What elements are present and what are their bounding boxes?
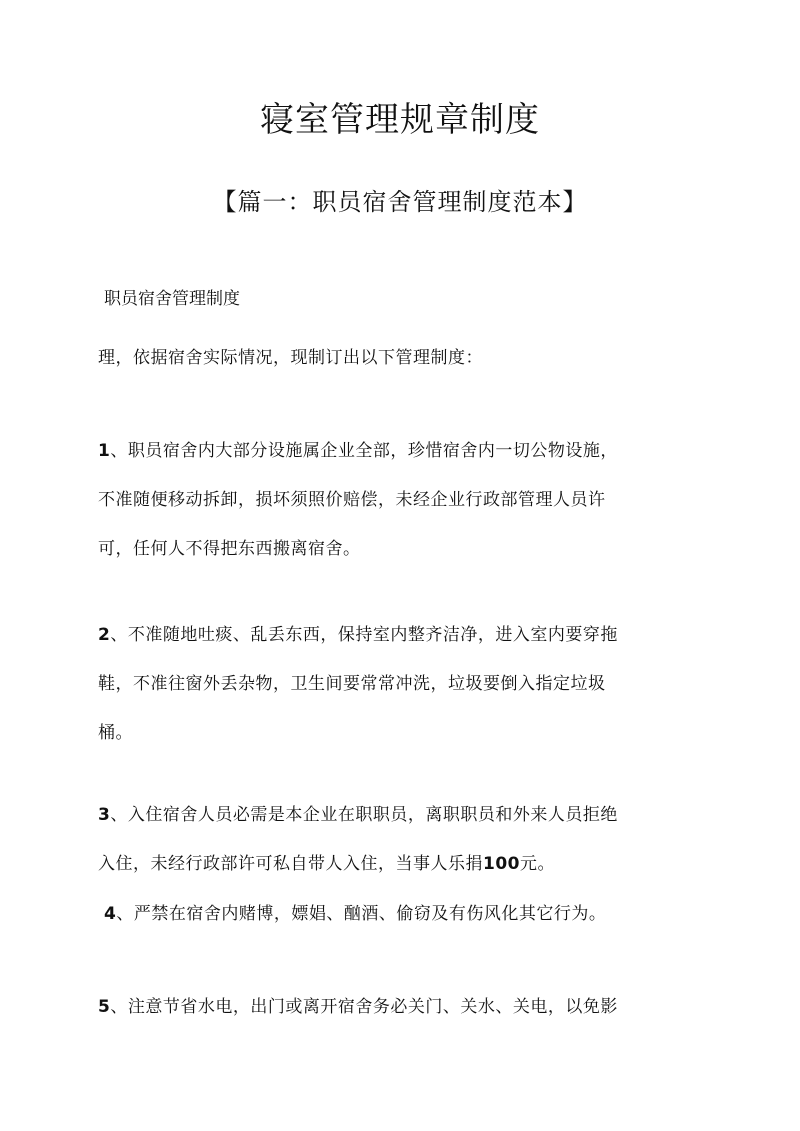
rule-item-4 bbox=[104, 890, 714, 939]
document-subtitle: 【篇一：职员宿舍管理制度范本】 bbox=[212, 188, 588, 216]
rule-4-number: 4 bbox=[104, 904, 117, 924]
rule-3-amount: 100 bbox=[483, 854, 520, 874]
section-heading: 职员宿舍管理制度 bbox=[104, 289, 240, 309]
rule-4-line-1 bbox=[104, 890, 714, 939]
rule-item-1 bbox=[98, 427, 708, 574]
rule-item-2 bbox=[98, 611, 708, 758]
rule-1-number: 1 bbox=[98, 441, 111, 461]
rule-3-text-2: 入住，未经行政部许可私自带人入住，当事人乐捐 bbox=[98, 854, 483, 874]
rule-1-line-1 bbox=[98, 427, 708, 476]
rule-5-number: 5 bbox=[98, 997, 111, 1017]
rule-item-5 bbox=[98, 983, 708, 1032]
rule-2-line-2: 鞋，不准往窗外丢杂物，卫生间要常常冲洗，垃圾要倒入指定垃圾 bbox=[98, 674, 606, 694]
rule-5-text-1: 、注意节省水电，出门或离开宿舍务必关门、关水、关电，以免影 bbox=[110, 997, 618, 1017]
rule-1-line-3: 可，任何人不得把东西搬离宿舍。 bbox=[98, 539, 361, 559]
rule-item-3 bbox=[98, 791, 708, 889]
rule-1-line-2: 不准随便移动拆卸，损坏须照价赔偿，未经企业行政部管理人员许 bbox=[98, 490, 606, 510]
rule-3-line-1 bbox=[98, 791, 708, 840]
intro-line: 理，依据宿舍实际情况，现制订出以下管理制度： bbox=[98, 348, 483, 368]
rule-3-text-3: 元。 bbox=[520, 854, 555, 874]
rule-3-text-1: 、入住宿舍人员必需是本企业在职职员，离职职员和外来人员拒绝 bbox=[110, 805, 618, 825]
rule-3-line-2 bbox=[98, 840, 708, 889]
rule-1-text-1: 、职员宿舍内大部分设施属企业全部，珍惜宿舍内一切公物设施， bbox=[110, 441, 618, 461]
document-title: 寝室管理规章制度 bbox=[260, 100, 540, 140]
intro-paragraph bbox=[98, 334, 708, 383]
rule-2-text-1: 、不准随地吐痰、乱丢东西，保持室内整齐洁净，进入室内要穿拖 bbox=[110, 625, 618, 645]
rule-4-text-1: 、严禁在宿舍内赌博，嫖娼、酗酒、偷窃及有伤风化其它行为。 bbox=[116, 904, 607, 924]
rule-2-line-1 bbox=[98, 611, 708, 660]
rule-2-line-3: 桶。 bbox=[98, 723, 133, 743]
rule-5-line-1 bbox=[98, 983, 708, 1032]
rule-2-number: 2 bbox=[98, 625, 111, 645]
rule-3-number: 3 bbox=[98, 805, 111, 825]
